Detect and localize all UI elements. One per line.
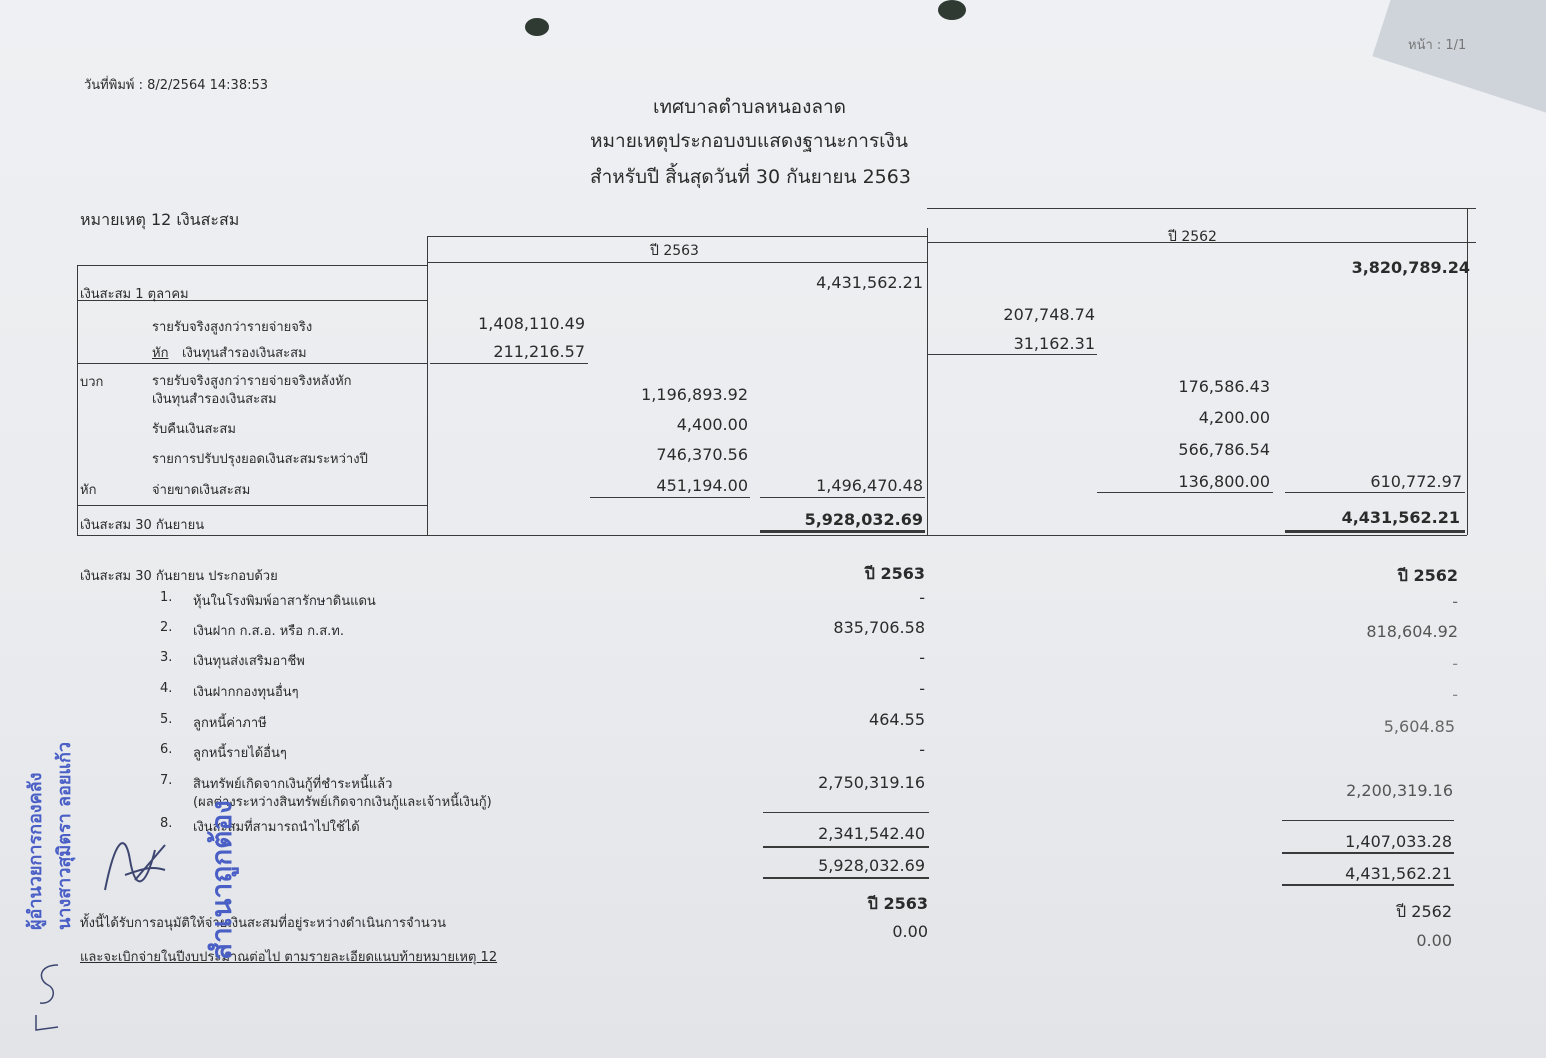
note-title: หมายเหตุ 12 เงินสะสม bbox=[80, 210, 240, 229]
table-rule bbox=[77, 265, 427, 266]
add-word: บวก bbox=[80, 375, 104, 390]
excess-label: รายรับจริงสูงกว่ารายจ่ายจริง bbox=[152, 320, 313, 335]
net-label-2: เงินทุนสำรองเงินสะสม bbox=[152, 392, 277, 407]
item-label: ลูกหนี้รายได้อื่นๆ bbox=[193, 746, 287, 761]
item-2563: 2,341,542.40 bbox=[818, 824, 925, 843]
footer-line-1: ทั้งนี้ได้รับการอนุมัติให้จ่ายเงินสะสมที่อยู่ระหว่างดำเนินการจำนวน bbox=[80, 916, 447, 931]
table-rule bbox=[430, 363, 588, 364]
item-label: เงินฝากกองทุนอื่นๆ bbox=[193, 685, 299, 700]
punch-hole bbox=[525, 18, 549, 36]
opening-label: เงินสะสม 1 ตุลาคม bbox=[80, 287, 189, 302]
composition-col-2562: ปี 2562 bbox=[1397, 566, 1458, 585]
statement-title: หมายเหตุประกอบงบแสดงฐานะการเงิน bbox=[590, 130, 908, 152]
item-2563: 464.55 bbox=[869, 710, 925, 729]
opening-2562: 3,820,789.24 bbox=[1351, 258, 1470, 277]
item-label: หุ้นในโรงพิมพ์อาสารักษาดินแดน bbox=[193, 594, 376, 609]
item-label: เงินฝาก ก.ส.อ. หรือ ก.ส.ท. bbox=[193, 624, 345, 639]
table-rule bbox=[77, 363, 427, 364]
table-rule bbox=[927, 228, 928, 535]
reserve-2563: 211,216.57 bbox=[493, 342, 585, 361]
adjust-label: รายการปรับปรุงยอดเงินสะสมระหว่างปี bbox=[152, 452, 368, 467]
opening-2563: 4,431,562.21 bbox=[816, 273, 923, 292]
table-rule bbox=[763, 812, 929, 813]
footer-col-2563: ปี 2563 bbox=[867, 894, 928, 913]
reserve-2562: 31,162.31 bbox=[1013, 334, 1095, 353]
table-rule bbox=[427, 236, 428, 535]
item-2563: 835,706.58 bbox=[833, 618, 925, 637]
composition-heading: เงินสะสม 30 กันยายน ประกอบด้วย bbox=[80, 569, 278, 584]
item-2562: 818,604.92 bbox=[1366, 622, 1458, 641]
table-rule bbox=[427, 236, 927, 237]
table-rule bbox=[427, 262, 927, 263]
stamp-line: นางสาวสุมิตรา ลอยแก้ว bbox=[54, 742, 75, 930]
excess-2562: 207,748.74 bbox=[1003, 305, 1095, 324]
composition-total-2563: 5,928,032.69 bbox=[818, 856, 925, 875]
less-word-2: หัก bbox=[80, 483, 97, 498]
subtotal-2562: 610,772.97 bbox=[1370, 472, 1462, 491]
certification-stamp bbox=[20, 742, 78, 930]
item-label: เงินทุนส่งเสริมอาชีพ bbox=[193, 654, 305, 669]
excess-2563: 1,408,110.49 bbox=[478, 314, 585, 333]
table-rule bbox=[1285, 530, 1465, 533]
less-word: หัก bbox=[152, 346, 169, 361]
footer-line-2: และจะเบิกจ่ายในปีงบประมาณต่อไป ตามรายละเอียดแนบท้ายหมายเหตุ 12 bbox=[80, 950, 498, 965]
item-2563: 2,750,319.16 bbox=[818, 773, 925, 792]
table-rule bbox=[1097, 492, 1273, 493]
org-title: เทศบาลตำบลหนองลาด bbox=[653, 96, 847, 118]
period-title: สำหรับปี สิ้นสุดวันที่ 30 กันยายน 2563 bbox=[590, 166, 911, 188]
page-shadow bbox=[1372, 0, 1546, 118]
item-2563: - bbox=[919, 679, 925, 698]
item-no: 7. bbox=[160, 773, 173, 788]
reserve-label: เงินทุนสำรองเงินสะสม bbox=[182, 346, 307, 361]
page-number: หน้า : 1/1 bbox=[1408, 38, 1467, 53]
item-2562: 2,200,319.16 bbox=[1346, 781, 1453, 800]
item-no: 4. bbox=[160, 681, 173, 696]
item-no: 6. bbox=[160, 742, 173, 757]
item-label: สินทรัพย์เกิดจากเงินกู้ที่ชำระหนี้แล้ว bbox=[193, 777, 393, 792]
table-rule bbox=[763, 846, 929, 848]
closing-2563: 5,928,032.69 bbox=[804, 510, 923, 529]
table-rule bbox=[77, 265, 78, 535]
refund-2563: 4,400.00 bbox=[676, 415, 748, 434]
table-rule bbox=[927, 354, 1097, 355]
table-rule bbox=[1282, 884, 1454, 886]
footer-2563: 0.00 bbox=[892, 922, 928, 941]
table-rule bbox=[590, 497, 750, 498]
net-2563: 1,196,893.92 bbox=[641, 385, 748, 404]
item-2562: - bbox=[1452, 685, 1458, 704]
item-label: เงินสะสมที่สามารถนำไปใช้ได้ bbox=[193, 820, 360, 835]
item-no: 8. bbox=[160, 816, 173, 831]
table-rule bbox=[763, 877, 929, 879]
stamp-line: ผู้อำนวยการกองคลัง bbox=[25, 772, 46, 930]
initials bbox=[28, 955, 68, 1035]
composition-col-2563: ปี 2563 bbox=[864, 564, 925, 583]
table-rule bbox=[760, 497, 925, 498]
item-2562: - bbox=[1452, 654, 1458, 673]
table-rule bbox=[1282, 852, 1454, 854]
item-no: 1. bbox=[160, 590, 173, 605]
table-rule bbox=[1285, 492, 1465, 493]
table-rule bbox=[77, 535, 1467, 536]
net-2562: 176,586.43 bbox=[1178, 377, 1270, 396]
print-date: วันที่พิมพ์ : 8/2/2564 14:38:53 bbox=[84, 78, 269, 93]
subtotal-2563: 1,496,470.48 bbox=[816, 476, 923, 495]
refund-label: รับคืนเงินสะสม bbox=[152, 422, 236, 437]
col-header-2562: ปี 2562 bbox=[1168, 229, 1217, 245]
table-rule bbox=[77, 505, 427, 506]
col-header-2563: ปี 2563 bbox=[650, 243, 699, 259]
closing-2562: 4,431,562.21 bbox=[1341, 508, 1460, 527]
table-rule bbox=[927, 208, 1476, 209]
item-label: ลูกหนี้ค่าภาษี bbox=[193, 716, 267, 731]
footer-col-2562: ปี 2562 bbox=[1396, 902, 1452, 921]
item-2562: 1,407,033.28 bbox=[1345, 832, 1452, 851]
footer-2562: 0.00 bbox=[1416, 931, 1452, 950]
table-rule bbox=[1282, 820, 1454, 821]
stamp-line: สำเนาถูกต้อง bbox=[205, 800, 238, 960]
paid-2562: 136,800.00 bbox=[1178, 472, 1270, 491]
table-rule bbox=[760, 530, 925, 533]
item-no: 3. bbox=[160, 650, 173, 665]
item-no: 2. bbox=[160, 620, 173, 635]
item-label-2: (ผลต่างระหว่างสินทรัพย์เกิดจากเงินกู้และเจ้าหนี้เงินกู้) bbox=[193, 795, 492, 810]
item-no: 5. bbox=[160, 712, 173, 727]
item-2562: - bbox=[1452, 592, 1458, 611]
composition-total-2562: 4,431,562.21 bbox=[1345, 864, 1452, 883]
item-2563: - bbox=[919, 740, 925, 759]
net-label-1: รายรับจริงสูงกว่ารายจ่ายจริงหลังหัก bbox=[152, 374, 352, 389]
certified-copy-stamp bbox=[200, 800, 244, 960]
adjust-2563: 746,370.56 bbox=[656, 445, 748, 464]
signature bbox=[95, 820, 175, 900]
closing-label: เงินสะสม 30 กันยายน bbox=[80, 518, 205, 533]
punch-hole bbox=[938, 0, 966, 20]
paid-2563: 451,194.00 bbox=[656, 476, 748, 495]
adjust-2562: 566,786.54 bbox=[1178, 440, 1270, 459]
refund-2562: 4,200.00 bbox=[1198, 408, 1270, 427]
item-2563: - bbox=[919, 588, 925, 607]
paid-label: จ่ายขาดเงินสะสม bbox=[152, 483, 251, 498]
item-2563: - bbox=[919, 648, 925, 667]
item-2562: 5,604.85 bbox=[1383, 717, 1455, 736]
